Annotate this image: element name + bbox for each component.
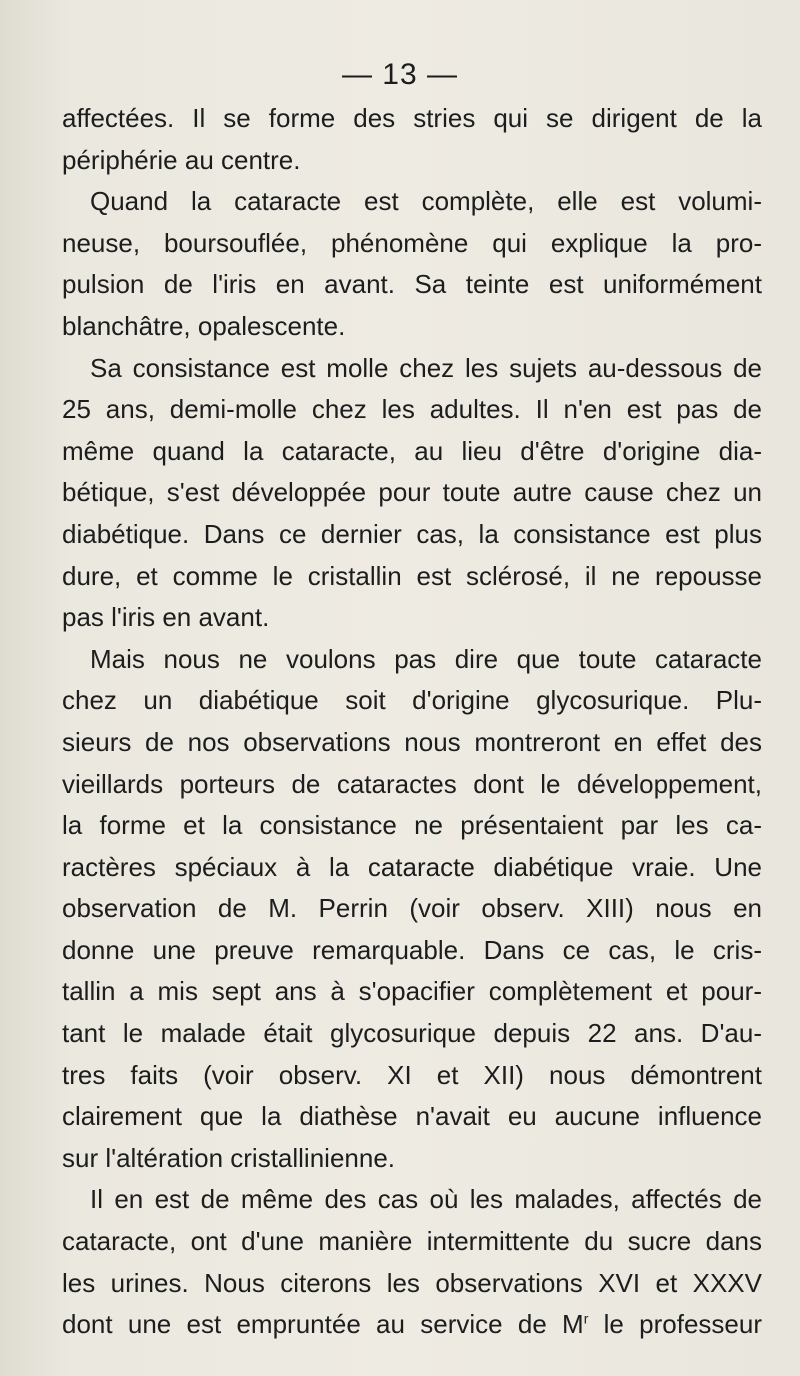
text-line-tail: le professeur <box>588 1309 762 1340</box>
text-line-content: les urines. Nous citerons les observations XVI et XXXV <box>62 1267 762 1298</box>
text-line <box>62 140 762 182</box>
text-line-content: affectées. Il se forme des stries qui se dirigent de la <box>62 103 762 133</box>
text-line <box>62 847 762 889</box>
text-line <box>62 1096 762 1138</box>
text-line-content: pas l'iris en avant. <box>62 602 270 633</box>
text-line-content: dont une est empruntée au service de M <box>62 1309 584 1340</box>
text-line <box>62 930 762 972</box>
text-line-content: Sa consistance est molle chez les sujets au-dessous de <box>90 352 762 383</box>
text-line-content: diabétique. Dans ce dernier cas, la consistance est plus <box>62 518 762 549</box>
text-line-content: sur l'altération cristallinienne. <box>62 1142 396 1173</box>
text-line <box>62 389 762 431</box>
text-line <box>62 764 762 806</box>
text-line <box>62 181 762 223</box>
text-line-content: cataracte, ont d'une manière intermittente du sucre dans <box>62 1226 762 1257</box>
text-line-content: tallin a mis sept ans à s'opacifier complètement et pour- <box>62 976 762 1007</box>
text-line <box>62 1304 762 1346</box>
text-line <box>62 264 762 306</box>
text-line-content: Quand la cataracte est complète, elle est volumi- <box>90 186 762 217</box>
text-line <box>62 1179 762 1221</box>
text-line <box>62 639 762 681</box>
text-line <box>62 888 762 930</box>
text-line <box>62 1055 762 1097</box>
text-line-content: chez un diabétique soit d'origine glycosurique. Plu- <box>62 685 762 716</box>
text-line-content: la forme et la consistance ne présentaient par les ca- <box>62 810 762 841</box>
text-line-content: bétique, s'est développée pour toute autre cause chez un <box>62 477 762 508</box>
text-line-content: 25 ans, demi-molle chez les adultes. Il n'en est pas de <box>62 394 762 425</box>
text-line <box>62 556 762 598</box>
text-line-content: blanchâtre, opalescente. <box>62 310 346 341</box>
text-line <box>62 805 762 847</box>
text-line <box>62 1221 762 1263</box>
text-line <box>62 514 762 556</box>
body-text <box>62 98 762 1346</box>
text-line <box>62 722 762 764</box>
text-line-content: pulsion de l'iris en avant. Sa teinte est uniformément <box>62 269 762 300</box>
text-line <box>62 680 762 722</box>
text-line <box>62 223 762 265</box>
text-line-content: vieillards porteurs de cataractes dont le développement, <box>62 768 762 799</box>
text-line <box>62 1013 762 1055</box>
text-line <box>62 348 762 390</box>
text-line <box>62 597 762 639</box>
text-line-content: clairement que la diathèse n'avait eu aucune influence <box>62 1101 762 1132</box>
text-line-content: ractères spéciaux à la cataracte diabétique vraie. Une <box>62 851 762 882</box>
text-line-content: Il en est de même des cas où les malades, affectés de <box>90 1184 762 1215</box>
text-line-content: périphérie au centre. <box>62 144 301 175</box>
text-line-content: Mais nous ne voulons pas dire que toute cataracte <box>90 643 762 674</box>
text-line <box>62 472 762 514</box>
text-line <box>62 971 762 1013</box>
text-line-content: donne une preuve remarquable. Dans ce cas, le cris- <box>62 934 762 965</box>
text-line-content: tres faits (voir observ. XI et XII) nous démontrent <box>62 1059 762 1090</box>
text-line-content: dure, et comme le cristallin est sclérosé, il ne repousse <box>62 560 762 591</box>
text-line <box>62 1263 762 1305</box>
text-line-content: neuse, boursouflée, phénomène qui explique la pro- <box>62 227 762 258</box>
text-line-content: observation de M. Perrin (voir observ. XIII) nous en <box>62 893 762 924</box>
text-line <box>62 98 762 140</box>
text-line-content: sieurs de nos observations nous montreront en effet des <box>62 726 762 757</box>
text-line-content: tant le malade était glycosurique depuis 22 ans. D'au- <box>62 1018 762 1049</box>
text-line-content: même quand la cataracte, au lieu d'être d'origine dia- <box>62 435 762 466</box>
superscript: r <box>583 1310 589 1327</box>
page-number: — 13 — <box>341 58 459 91</box>
text-line <box>62 431 762 473</box>
text-line <box>62 306 762 348</box>
text-line <box>62 1138 762 1180</box>
